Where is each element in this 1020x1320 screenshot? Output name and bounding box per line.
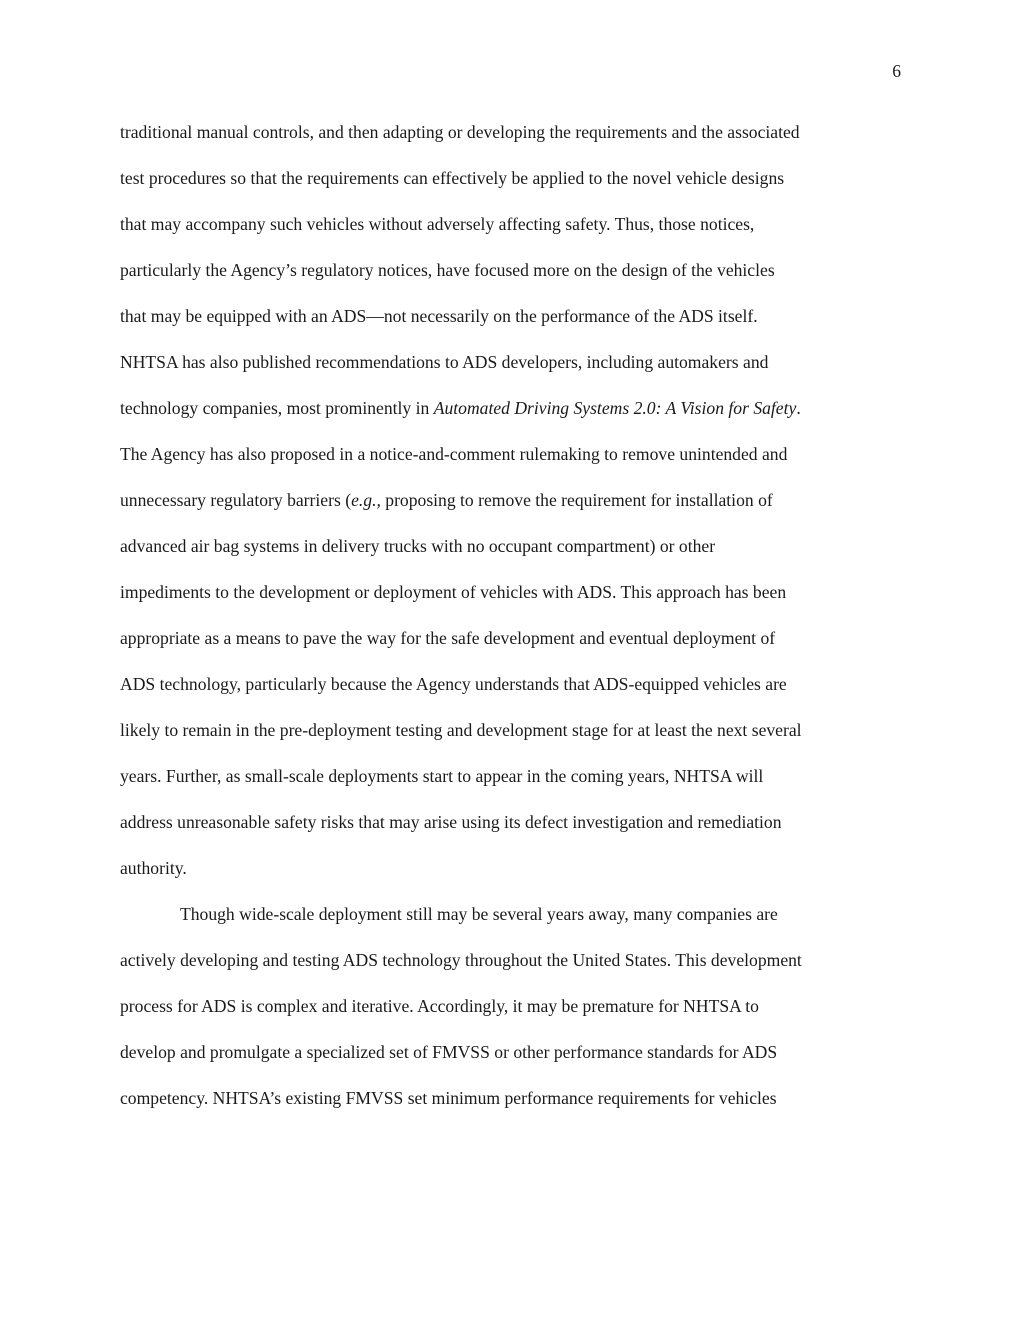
text-line: actively developing and testing ADS technology throughout the United States. This development bbox=[120, 950, 802, 970]
text-line: particularly the Agency’s regulatory notices, have focused more on the design of the vehicles bbox=[120, 260, 775, 280]
text-line: The Agency has also proposed in a notice-and-comment rulemaking to remove unintended and bbox=[120, 444, 788, 464]
text-line: impediments to the development or deployment of vehicles with ADS. This approach has been bbox=[120, 582, 787, 602]
text-line: process for ADS is complex and iterative. Accordingly, it may be premature for NHTSA to bbox=[120, 996, 759, 1016]
text-run: . bbox=[796, 398, 801, 418]
text-line bbox=[120, 489, 900, 535]
text-line: likely to remain in the pre-deployment testing and development stage for at least the next several bbox=[120, 720, 802, 740]
publication-title: Automated Driving Systems 2.0: A Vision for Safety bbox=[433, 398, 797, 418]
text-line: competency. NHTSA’s existing FMVSS set minimum performance requirements for vehicles bbox=[120, 1088, 777, 1108]
text-line: develop and promulgate a specialized set of FMVSS or other performance standards for ADS bbox=[120, 1042, 778, 1062]
text-line bbox=[120, 397, 900, 443]
text-line: NHTSA has also published recommendations to ADS developers, including automakers and bbox=[120, 352, 769, 372]
text-run: technology companies, most prominently in bbox=[120, 398, 434, 418]
paragraph-2 bbox=[120, 903, 900, 1133]
text-line: years. Further, as small-scale deployments start to appear in the coming years, NHTSA will bbox=[120, 766, 764, 786]
text-line: address unreasonable safety risks that may arise using its defect investigation and remediation bbox=[120, 812, 782, 832]
text-line: authority. bbox=[120, 858, 187, 878]
text-line: that may be equipped with an ADS—not necessarily on the performance of the ADS itself. bbox=[120, 306, 758, 326]
text-line: Though wide-scale deployment still may be several years away, many companies are bbox=[180, 904, 778, 924]
text-run: unnecessary regulatory barriers ( bbox=[120, 490, 352, 510]
text-line: that may accompany such vehicles without adversely affecting safety. Thus, those notices, bbox=[120, 214, 755, 234]
text-run: proposing to remove the requirement for installation of bbox=[380, 490, 773, 510]
page-number: 6 bbox=[892, 61, 901, 81]
text-line: ADS technology, particularly because the Agency understands that ADS-equipped vehicles are bbox=[120, 674, 787, 694]
text-line: appropriate as a means to pave the way for the safe development and eventual deployment of bbox=[120, 628, 776, 648]
italic-abbreviation: e.g., bbox=[351, 490, 381, 510]
text-line: traditional manual controls, and then adapting or developing the requirements and the associated bbox=[120, 122, 800, 142]
body-text bbox=[120, 121, 900, 1133]
text-line: test procedures so that the requirements can effectively be applied to the novel vehicle designs bbox=[120, 168, 785, 188]
paragraph-1 bbox=[120, 121, 900, 903]
text-line: advanced air bag systems in delivery trucks with no occupant compartment) or other bbox=[120, 536, 716, 556]
